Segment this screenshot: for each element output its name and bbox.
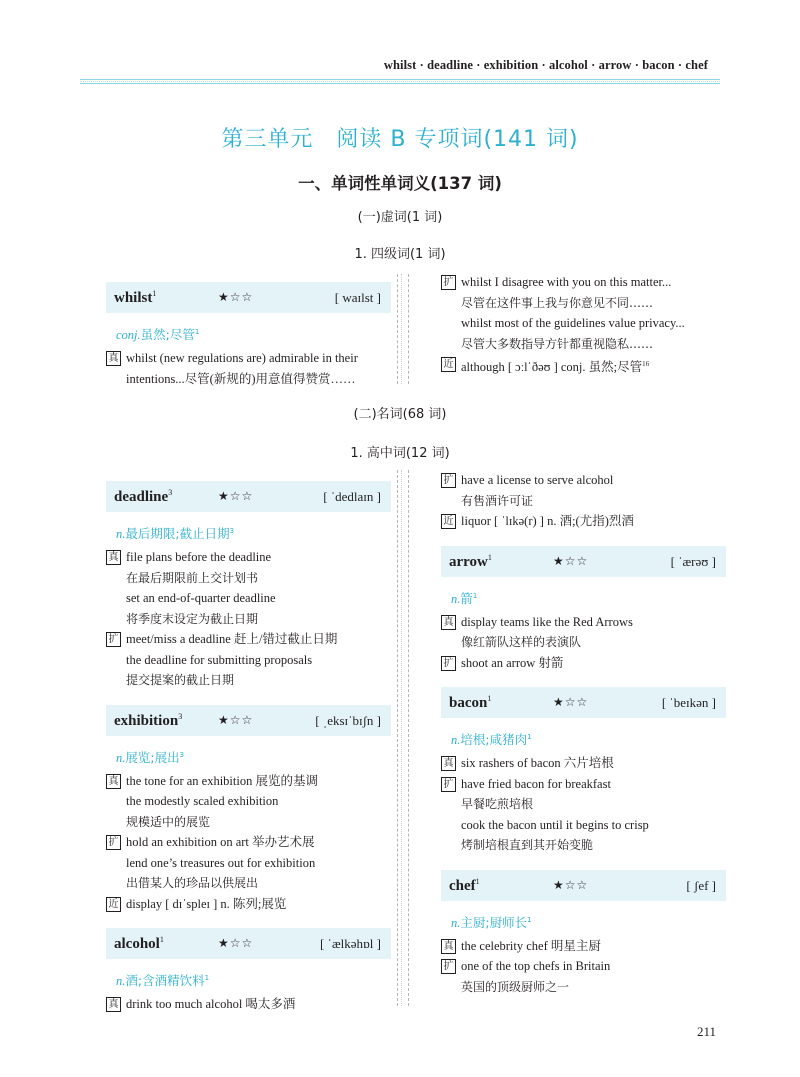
headword: alcohol$^1$ bbox=[114, 935, 164, 953]
difficulty-stars: ★☆☆ bbox=[218, 290, 254, 304]
phonetic: [ ˌeksɪˈbɪʃn ] bbox=[315, 712, 381, 728]
example-extended: 扩 hold an exhibition on art 举办艺术展 bbox=[106, 832, 391, 853]
word-header bbox=[106, 705, 391, 736]
difficulty-stars: ★☆☆ bbox=[218, 489, 254, 503]
word-header bbox=[441, 870, 726, 901]
tag-zhen: 真 bbox=[106, 997, 121, 1012]
meaning: n.最后期限;截止日期$^3$ bbox=[116, 526, 235, 542]
example-extended: 扩 have fried bacon for breakfast bbox=[441, 774, 726, 795]
example-extended: 扩 shoot an arrow 射箭 bbox=[441, 653, 726, 674]
meaning: conj.虽然;尽管$^1$ bbox=[116, 327, 200, 343]
example-extended: whilst most of the guidelines value privacy... bbox=[461, 316, 685, 330]
translation: 有售酒许可证 bbox=[461, 493, 534, 508]
word-header bbox=[441, 546, 726, 577]
difficulty-stars: ★☆☆ bbox=[218, 936, 254, 951]
example-extended: 扩 one of the top chefs in Britain bbox=[441, 956, 726, 977]
headword: arrow$^1$ bbox=[449, 552, 492, 570]
translation: 像红箭队这样的表演队 bbox=[461, 635, 582, 650]
tag-kuo: 扩 bbox=[106, 835, 121, 850]
example-real: 真 whilst (new regulations are) admirable in their intentions...尽管(新规的)用意值得赞赏…… bbox=[106, 348, 391, 389]
headword: deadline$^3$ bbox=[114, 488, 173, 505]
word-header bbox=[106, 481, 391, 512]
header-rule bbox=[80, 79, 720, 84]
tag-kuo: 扩 bbox=[441, 275, 456, 290]
phonetic: [ ˈærəʊ ] bbox=[670, 553, 716, 569]
tag-zhen: 真 bbox=[441, 615, 456, 630]
difficulty-stars: ★☆☆ bbox=[218, 712, 254, 727]
right-column bbox=[441, 470, 726, 997]
column-divider bbox=[397, 274, 409, 384]
section-title: 一、单词性单词义(137 词) bbox=[298, 174, 502, 193]
unit-title: 第三单元 阅读 B 专项词(141 词) bbox=[221, 127, 579, 152]
entry-whilst-continued bbox=[441, 272, 726, 378]
difficulty-stars: ★☆☆ bbox=[553, 553, 589, 568]
subsection-title-nouns: (二)名词(68 词) bbox=[353, 407, 447, 422]
translation: 出借某人的珍品以供展出 bbox=[126, 876, 259, 891]
entry-chef bbox=[441, 870, 726, 998]
entry-whilst bbox=[106, 282, 391, 389]
example-real: 真 display teams like the Red Arrows bbox=[441, 612, 726, 633]
example-extended: lend one’s treasures out for exhibition bbox=[126, 855, 316, 870]
example-real: the modestly scaled exhibition bbox=[126, 794, 279, 809]
phonetic: [ ʃef ] bbox=[686, 877, 716, 893]
tag-kuo: 扩 bbox=[441, 959, 456, 974]
example-real: 真 the tone for an exhibition 展览的基调 bbox=[106, 771, 391, 792]
difficulty-stars: ★☆☆ bbox=[553, 877, 589, 892]
headword: whilst$^1$ bbox=[114, 289, 157, 306]
example-real: 真 drink too much alcohol 喝太多酒 bbox=[106, 994, 391, 1015]
headword: exhibition$^3$ bbox=[114, 711, 183, 729]
example-extended: cook the bacon until it begins to crisp bbox=[461, 817, 649, 832]
translation: 提交提案的截止日期 bbox=[126, 673, 235, 688]
example-extended: 扩 have a license to serve alcohol bbox=[441, 470, 726, 491]
meaning: n.培根;咸猪肉$^1$ bbox=[451, 732, 532, 748]
tag-kuo: 扩 bbox=[106, 632, 121, 647]
phonetic: [ ˈbeɪkən ] bbox=[661, 695, 716, 711]
page-number: 211 bbox=[696, 1024, 716, 1039]
entry-arrow bbox=[441, 546, 726, 674]
translation: 烤制培根直到其开始变脆 bbox=[461, 838, 594, 853]
meaning: n.展览;展出$^3$ bbox=[116, 749, 185, 765]
headword: chef$^1$ bbox=[449, 876, 480, 894]
level-title-high-school: 1. 高中词(12 词) bbox=[350, 446, 450, 461]
translation: 英国的顶级厨师之一 bbox=[461, 979, 570, 994]
entry-alcohol bbox=[106, 928, 391, 1015]
entry-deadline bbox=[106, 481, 391, 691]
example-real: 真 six rashers of bacon 六片培根 bbox=[441, 753, 726, 774]
translation: 早餐吃煎培根 bbox=[461, 797, 534, 812]
tag-kuo: 扩 bbox=[441, 777, 456, 792]
translation: 规模适中的展览 bbox=[126, 814, 211, 829]
column-divider bbox=[397, 470, 409, 1006]
synonym: 近 display [ dɪˈspleɪ ] n. 陈列;展览 bbox=[106, 894, 391, 915]
example-real: set an end-of-quarter deadline bbox=[126, 591, 276, 606]
example-real: 真 the celebrity chef 明星主厨 bbox=[441, 936, 726, 957]
tag-zhen: 真 bbox=[106, 550, 121, 565]
meaning: n.主厨;厨师长$^1$ bbox=[451, 914, 532, 930]
tag-zhen: 真 bbox=[441, 756, 456, 771]
subsection-title-function-words: (一)虚词(1 词) bbox=[357, 210, 443, 225]
headword: bacon$^1$ bbox=[449, 694, 492, 712]
tag-zhen: 真 bbox=[106, 351, 121, 366]
tag-jin: 近 bbox=[106, 897, 121, 912]
example-extended: the deadline for submitting proposals bbox=[126, 652, 313, 667]
meaning: n.酒;含酒精饮料$^1$ bbox=[116, 973, 210, 989]
synonym: 近 although [ ɔːlˈðəʊ ] conj. 虽然;尽管$^{16}$ bbox=[441, 354, 726, 378]
running-head: whilst · deadline · exhibition · alcohol · arrow · bacon · chef bbox=[383, 58, 708, 72]
example-extended: 扩 meet/miss a deadline 赶上/错过截止日期 bbox=[106, 629, 391, 650]
entry-exhibition bbox=[106, 705, 391, 915]
translation: 尽管大多数指导方针都重视隐私…… bbox=[461, 336, 654, 351]
difficulty-stars: ★☆☆ bbox=[553, 695, 589, 710]
example-extended: 扩 whilst I disagree with you on this matter... bbox=[441, 272, 726, 293]
level-title-cet4: 1. 四级词(1 词) bbox=[354, 247, 446, 262]
entry-bacon bbox=[441, 687, 726, 856]
word-header bbox=[106, 928, 391, 959]
tag-jin: 近 bbox=[441, 357, 456, 372]
phonetic: [ ˈdedlaɪn ] bbox=[323, 489, 381, 504]
tag-jin: 近 bbox=[441, 514, 456, 529]
translation: 尽管在这件事上我与你意见不同…… bbox=[461, 295, 654, 310]
tag-zhen: 真 bbox=[441, 939, 456, 954]
synonym: 近 liquor [ ˈlɪkə(r) ] n. 酒;(尤指)烈酒 bbox=[441, 511, 726, 532]
phonetic: [ ˈælkəhɒl ] bbox=[320, 936, 381, 952]
example-real: 真 file plans before the deadline bbox=[106, 547, 391, 568]
tag-kuo: 扩 bbox=[441, 656, 456, 671]
tag-zhen: 真 bbox=[106, 774, 121, 789]
word-header bbox=[106, 282, 391, 313]
translation: 将季度末设定为截止日期 bbox=[126, 611, 259, 626]
tag-kuo: 扩 bbox=[441, 473, 456, 488]
word-header bbox=[441, 687, 726, 718]
translation: 在最后期限前上交计划书 bbox=[126, 570, 259, 585]
meaning: n.箭$^1$ bbox=[451, 590, 478, 606]
left-column bbox=[106, 481, 391, 1015]
phonetic: [ waɪlst ] bbox=[334, 290, 381, 305]
